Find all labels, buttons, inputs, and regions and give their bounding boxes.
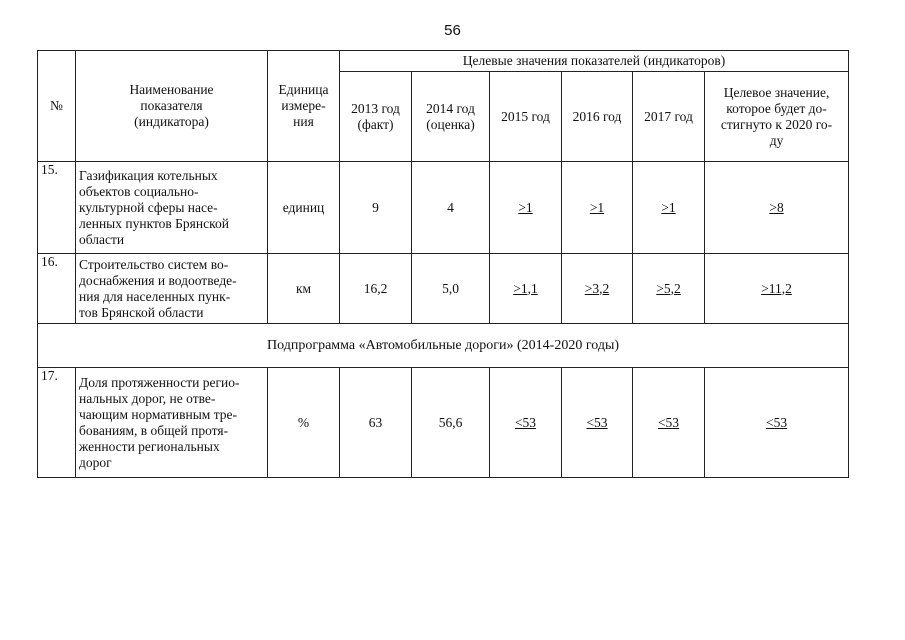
value-2014: 4 (412, 162, 490, 254)
page-number: 56 (444, 22, 461, 39)
value-target-2020: <53 (705, 368, 849, 478)
row-num: 16. (38, 254, 76, 324)
table-row (38, 368, 849, 478)
header-unit-line: Единица (278, 82, 329, 97)
value-2014: 56,6 (412, 368, 490, 478)
header-year-line: ду (769, 132, 784, 148)
header-year-line: (факт) (357, 116, 394, 132)
row-unit: единиц (268, 162, 340, 254)
header-name-line: (индикатора) (134, 114, 209, 129)
row-name-line: дорог (79, 454, 112, 470)
row-name-line: ния для населенных пунк- (79, 288, 231, 304)
row-name-line: культурной сферы насе- (79, 199, 218, 215)
table-row (38, 162, 849, 254)
header-year-line: 2014 год (426, 100, 475, 116)
header-year-line: Целевое значение, (723, 84, 830, 100)
row-name-line: Доля протяженности регио- (79, 374, 240, 390)
value-2017: >5,2 (633, 254, 705, 324)
header-name-line: Наименование (129, 82, 214, 97)
header-year-line: стигнуто к 2020 го- (720, 116, 833, 132)
row-name-line: женности региональных (79, 438, 220, 454)
row-name-line: тов Брянской области (79, 304, 204, 320)
header-name-line: показателя (140, 98, 203, 113)
row-unit: % (268, 368, 340, 478)
value-2013: 16,2 (340, 254, 412, 324)
row-name (76, 254, 268, 324)
value-target-2020: >8 (705, 162, 849, 254)
header-unit-line: ния (293, 114, 314, 129)
value-2015: <53 (490, 368, 562, 478)
row-name-line: ленных пунктов Брянской (79, 215, 229, 231)
header-year-line: (оценка) (426, 116, 475, 132)
value-2016: >1 (562, 162, 633, 254)
row-name-line: области (79, 231, 125, 247)
value-2013: 9 (340, 162, 412, 254)
row-name-line: Газификация котельных (79, 167, 218, 183)
header-name (76, 51, 268, 162)
row-num: 17. (38, 368, 76, 478)
row-name-line: нальных дорог, не отве- (79, 390, 216, 406)
header-year-line: 2015 год (501, 108, 550, 124)
header-year-line: 2016 год (572, 108, 622, 124)
indicators-table (37, 50, 849, 478)
row-unit: км (268, 254, 340, 324)
value-2016: <53 (562, 368, 633, 478)
row-name-line: объектов социально- (79, 183, 199, 199)
value-2017: <53 (633, 368, 705, 478)
row-name (76, 162, 268, 254)
row-name-line: чающим нормативным тре- (79, 406, 238, 422)
row-name-line: Строительство систем во- (79, 256, 229, 272)
row-name-line: доснабжения и водоотведе- (79, 272, 237, 288)
value-2015: >1,1 (490, 254, 562, 324)
row-num: 15. (38, 162, 76, 254)
value-2017: >1 (633, 162, 705, 254)
header-year-2013 (340, 72, 412, 162)
header-year-2016 (562, 72, 633, 162)
header-year-line: 2017 год (644, 108, 693, 124)
value-2016: >3,2 (562, 254, 633, 324)
value-2013: 63 (340, 368, 412, 478)
section-title: Подпрограмма «Автомобильные дороги» (2014-2020 годы) (38, 324, 849, 368)
value-2015: >1 (490, 162, 562, 254)
header-target-values: Целевые значения показателей (индикаторов) (340, 51, 849, 72)
header-year-2014 (412, 72, 490, 162)
header-year-2015 (490, 72, 562, 162)
header-target-2020 (705, 72, 849, 162)
header-year-line: 2013 год (351, 100, 400, 116)
row-name (76, 368, 268, 478)
header-year-line: которое будет до- (726, 100, 827, 116)
value-2014: 5,0 (412, 254, 490, 324)
header-num: № (38, 51, 76, 162)
value-target-2020: >11,2 (705, 254, 849, 324)
header-year-2017 (633, 72, 705, 162)
row-name-line: бованиям, в общей протя- (79, 422, 229, 438)
table-row (38, 254, 849, 324)
header-unit (268, 51, 340, 162)
section-heading-row (38, 324, 849, 368)
header-unit-line: измере- (281, 98, 326, 113)
